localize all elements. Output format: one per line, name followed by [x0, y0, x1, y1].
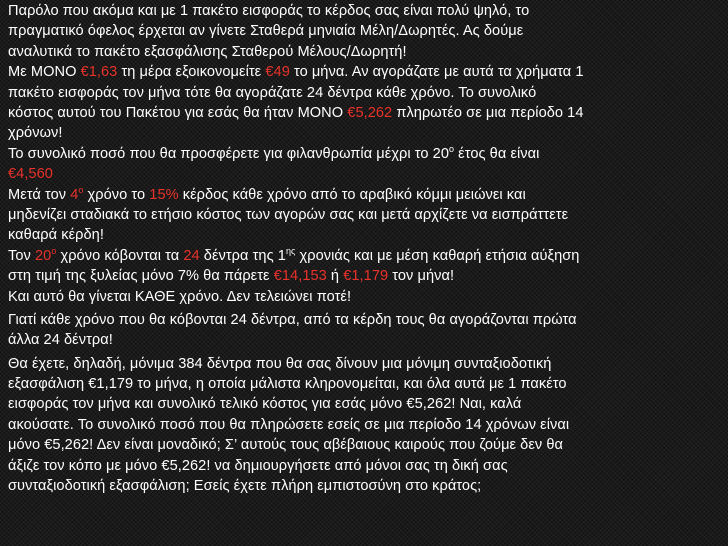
text-line: [8, 185, 722, 205]
price-per-day: €1,63: [80, 64, 118, 81]
text-segment: Με ΜΟΝΟ: [8, 64, 81, 81]
text-line: πραγματικό όφελος έρχεται αν γίνετε Σταθερά μηνιαία Μέλη/Δωρητές. Ας δούμε: [8, 23, 524, 40]
total-cost: €5,262: [347, 105, 393, 122]
year-number: [34, 245, 57, 264]
ordinal-superscript: ο: [449, 143, 455, 154]
text-line: άλλα 24 δέντρα!: [8, 332, 113, 349]
slide-text-body: [8, 1, 722, 496]
text-line: Θα έχετε, δηλαδή, μόνιμα 384 δέντρα που θα σας δίνουν μια μόνιμη συνταξιοδοτική: [8, 355, 552, 372]
text-line: ακούσατε. Το συνολικό ποσό που θα πληρώσετε εσείς σε μια περίοδο 14 χρόνων είναι: [8, 416, 570, 433]
text-line: [8, 144, 722, 164]
text-line: χρόνων!: [8, 125, 63, 142]
text-line: άξιζε τον κόπο με μόνο €5,262! να δημιουργήσετε από μόνοι σας τη δική σας: [8, 457, 508, 474]
text-line: [8, 246, 722, 266]
text-line: Παρόλο που ακόμα και με 1 πακέτο εισφοράς το κέρδος σας είναι πολύ ψηλό, το: [8, 3, 530, 19]
text-segment: στη τιμή της ξυλείας μόνο 7% θα πάρετε: [8, 268, 274, 285]
text-segment: κόστος αυτού του Πακέτου για εσάς θα ήταν ΜΟΝΟ: [8, 105, 348, 122]
paragraph-membership-plan: [8, 1, 722, 307]
price-per-month: €49: [265, 64, 290, 81]
text-line: εισφοράς τον μήνα και συνολικό τελικό κόστος για εσάς μόνο €5,262! Ναι, καλά: [8, 396, 522, 413]
text-line: [8, 103, 722, 123]
text-line: καθαρά κέρδη!: [8, 227, 104, 244]
text-segment: χρόνο το: [83, 186, 150, 203]
text-segment: έτος θα είναι: [454, 145, 540, 162]
text-line: εξασφάλιση €1,179 το μήνα, η οποία μάλιστα κληρονομείται, και όλα αυτά με 1 πακέτο: [8, 375, 567, 392]
charity-amount: €4,560: [8, 166, 53, 183]
text-line: συνταξιοδοτική εξασφάλιση; Εσείς έχετε πλήρη εμπιστοσύνη στο κράτος;: [8, 477, 482, 494]
year-number: [70, 184, 84, 203]
tree-count: 24: [183, 247, 200, 264]
year-digit: 4: [70, 186, 79, 203]
profit-percent: 15%: [149, 186, 179, 203]
text-segment: χρόνο κόβονται τα: [56, 247, 184, 264]
text-segment: τον μήνα!: [388, 268, 455, 285]
text-line: Γιατί κάθε χρόνο που θα κόβονται 24 δέντρα, από τα κέρδη τους θα αγοράζονται πρώτα: [8, 312, 577, 329]
text-line: [8, 62, 722, 82]
text-line: μηδενίζει σταδιακά το ετήσιο κόστος των αγορών σας και μετά αρχίζετε να εισπράττετε: [8, 207, 569, 224]
monthly-income: €1,179: [343, 268, 389, 285]
text-line: πακέτο εισφοράς τον μήνα τότε θα αγοράζατε 24 δέντρα κάθε χρόνο. Το συνολικό: [8, 84, 537, 101]
text-line: Και αυτό θα γίνεται ΚΑΘΕ χρόνο. Δεν τελειώνει ποτέ!: [8, 288, 352, 305]
text-segment: το μήνα. Αν αγοράζατε με αυτά τα χρήματα 1: [289, 64, 584, 81]
year-digit: 20: [34, 247, 52, 264]
text-segment: δέντρα της 1: [199, 247, 286, 264]
text-segment: Το συνολικό ποσό που θα προσφέρετε για φιλανθρωπία μέχρι το 20: [8, 145, 449, 162]
text-segment: Τον: [8, 247, 35, 264]
paragraph-pension-summary: [8, 354, 722, 497]
text-segment: πληρωτέο σε μια περίοδο 14: [392, 105, 584, 122]
text-segment: χρονιάς και με μέση καθαρή ετήσια αύξηση: [295, 247, 580, 264]
paragraph-replanting: [8, 310, 722, 350]
text-line: [8, 164, 722, 184]
text-segment: τη μέρα εξοικονομείτε: [117, 64, 266, 81]
ordinal-superscript: ης: [285, 245, 296, 256]
text-line: αναλυτικά το πακέτο εξασφάλισης Σταθερού Μέλους/Δωρητή!: [8, 43, 407, 60]
timber-income: €14,153: [273, 268, 327, 285]
ordinal-superscript: ο: [78, 184, 84, 195]
text-segment: κέρδος κάθε χρόνο από το αραβικό κόμμι μειώνει και: [178, 186, 526, 203]
ordinal-superscript: ο: [51, 245, 57, 256]
text-line: μόνο €5,262! Δεν είναι μοναδικό; Σ’ αυτούς τους αβέβαιους καιρούς που ζούμε δεν θα: [8, 437, 564, 454]
text-segment: ή: [326, 268, 344, 285]
text-segment: Μετά τον: [8, 186, 71, 203]
text-line: [8, 266, 722, 286]
